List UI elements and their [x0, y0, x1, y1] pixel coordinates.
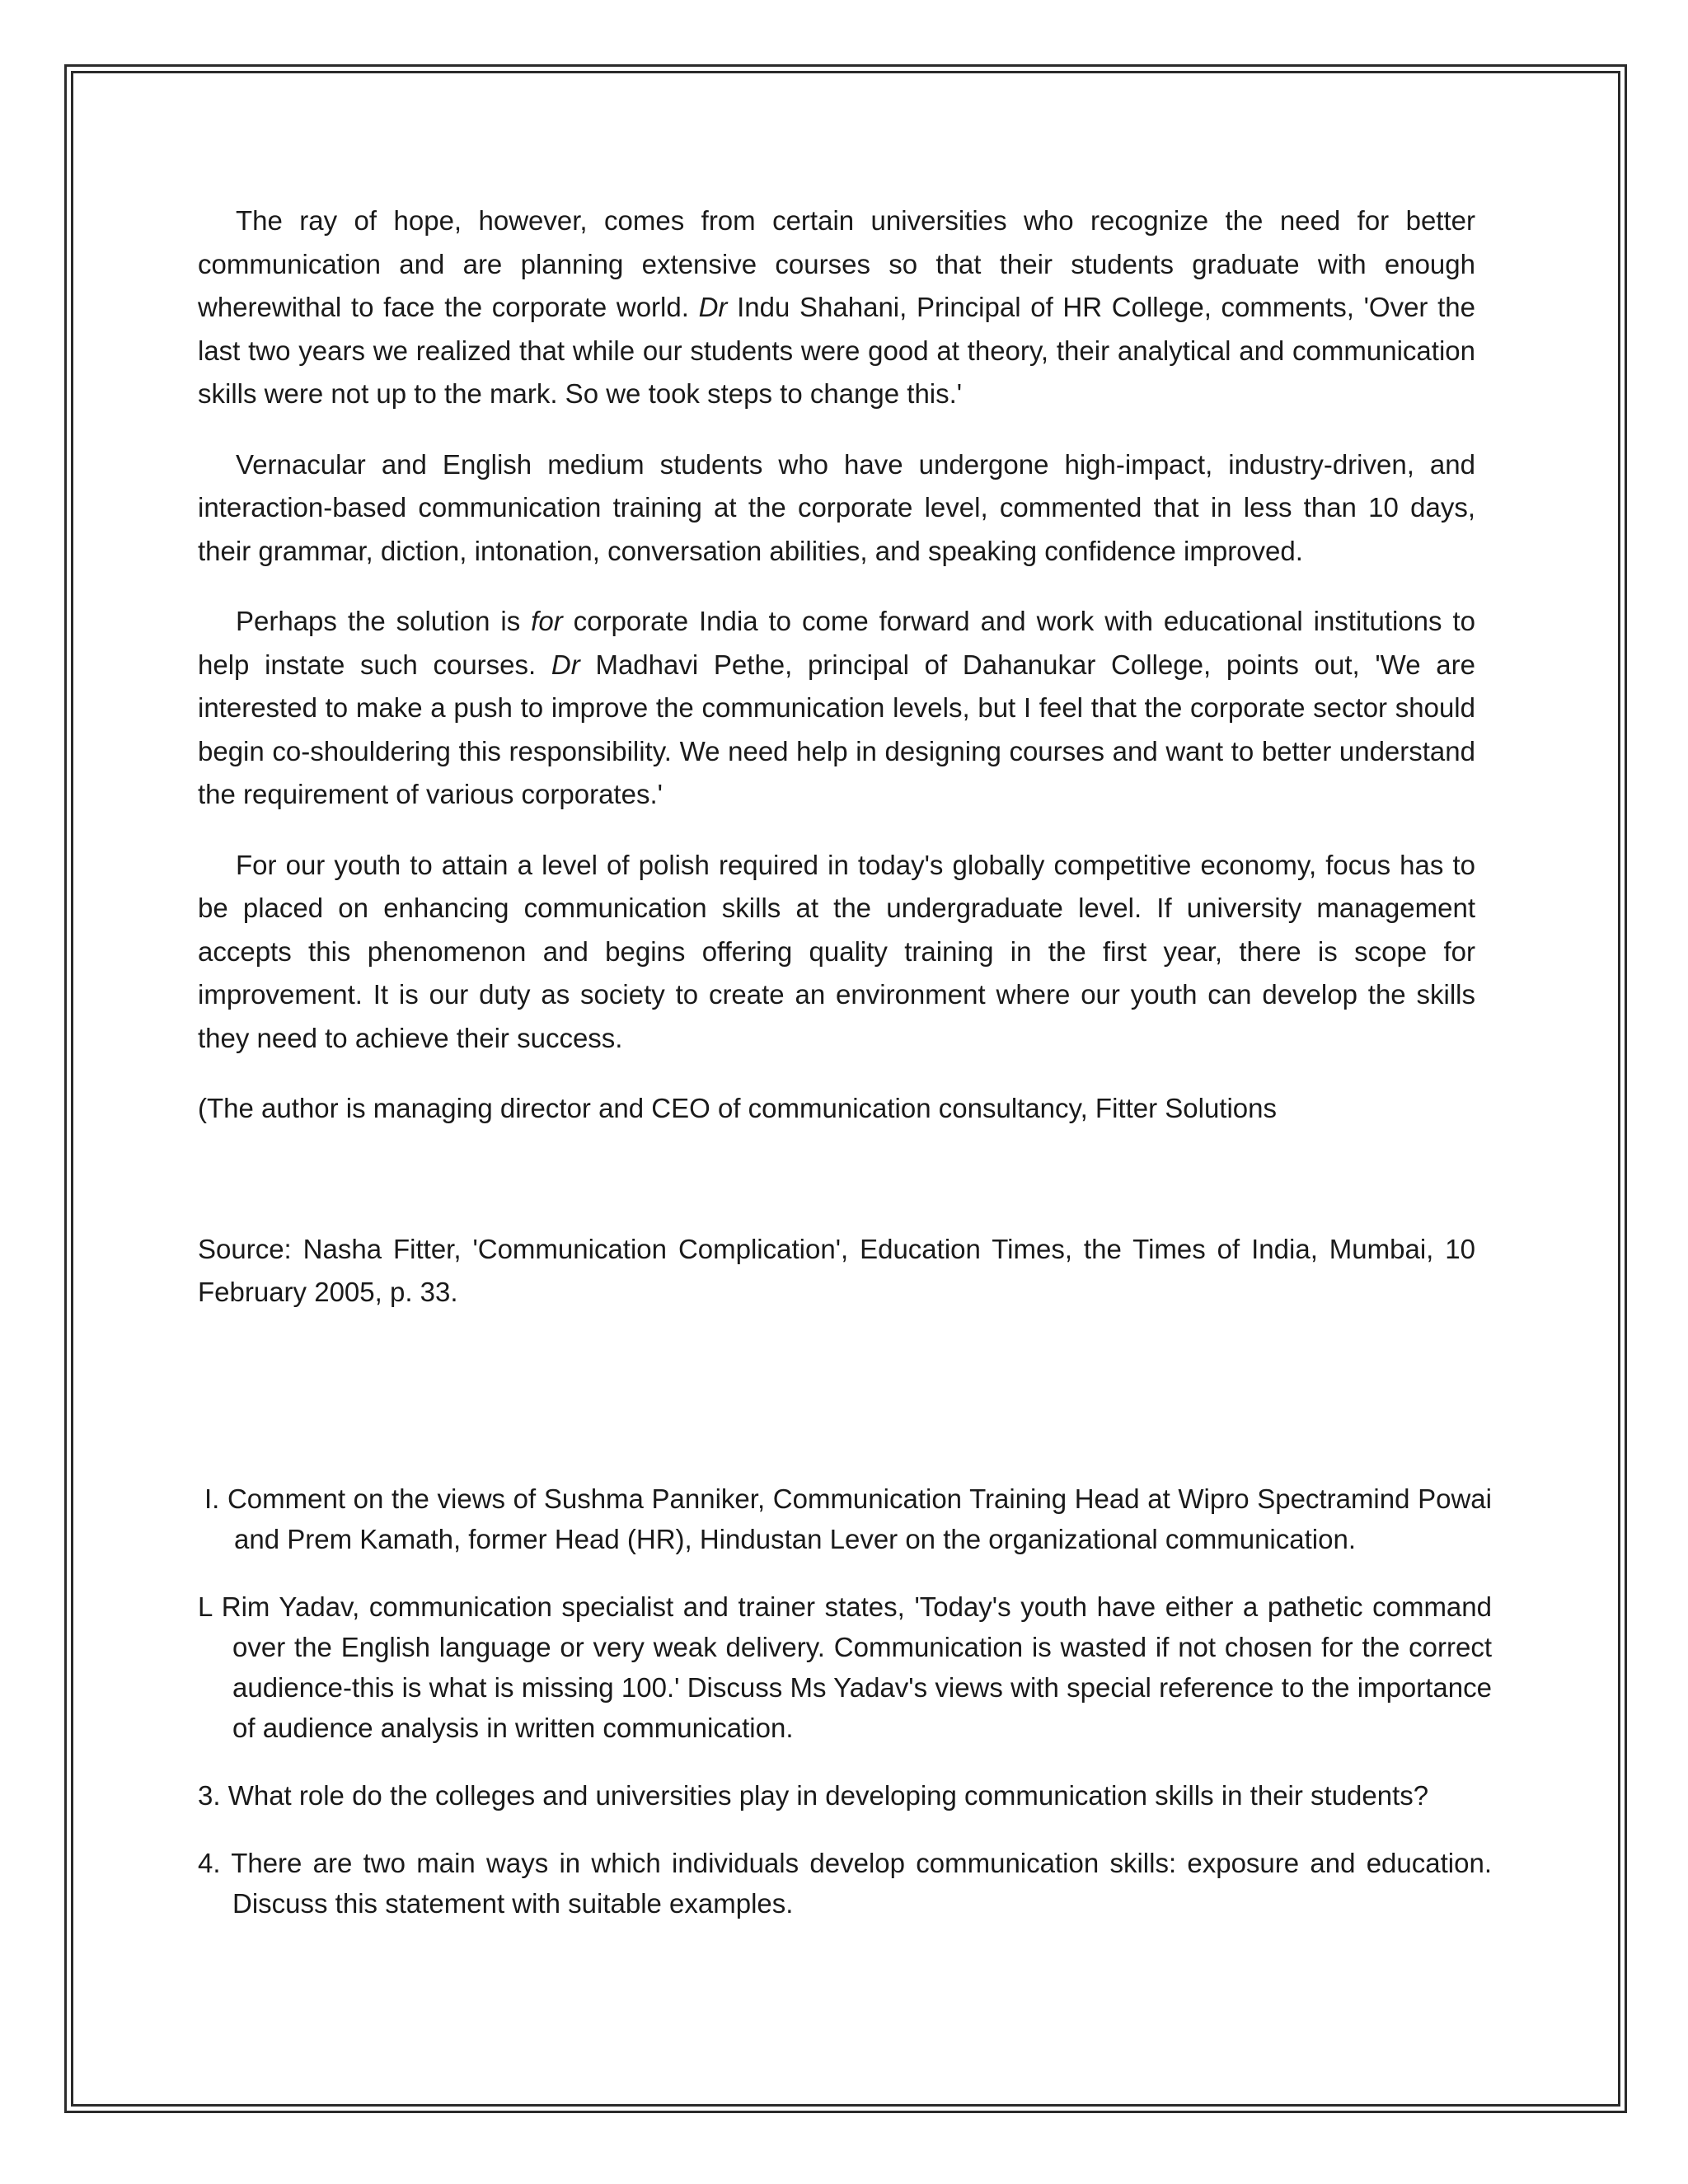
question-3: 3. What role do the colleges and universities play in developing communication skills in their students? [198, 1780, 1429, 1811]
spacer [198, 1131, 1475, 1228]
paragraph-3 [198, 600, 1475, 817]
paragraph-3-italic-for: for [531, 606, 563, 636]
paragraph-2 [198, 443, 1475, 574]
author-note: (The author is managing director and CEO of communication consultancy, Fitter Solutions [198, 1093, 1278, 1123]
article-body [198, 199, 1475, 1315]
paragraph-1 [198, 199, 1475, 416]
paragraph-3-text-c: Madhavi Pethe, principal of Dahanukar College, points out, 'We are interested to make a push to improve the communication levels, but I feel that the corporate sector should begin co-shouldering this responsibility. We need help in designing courses and want to better understand the requirement of various corporates.' [198, 649, 1475, 809]
question-2: L Rim Yadav, communication specialist and trainer states, 'Today's youth have either a pathetic command over the English language or very weak delivery. Communication is wasted if not chosen for the correct audience-this is what is missing 100.' Discuss Ms Yadav's views with special reference to the importance of audience analysis in written communication. [198, 1591, 1492, 1743]
question-1: I. Comment on the views of Sushma Panniker, Communication Training Head at Wipro Spectramind Powai and Prem Kamath, former Head (HR), Hindustan Lever on the organizational communication. [204, 1483, 1492, 1554]
paragraph-4-text: For our youth to attain a level of polish required in today's globally competitive economy, focus has to be placed on enhancing communication skills at the undergraduate level. If university management accepts this phenomenon and begins offering quality training in the first year, there is scope for improvement. It is our duty as society to create an environment where our youth can develop the skills they need to achieve their success. [198, 849, 1475, 1053]
paragraph-1-italic-dr: Dr [698, 292, 728, 322]
paragraph-1-text-a: The ray of hope, however, comes from certain universities who recognize the need for better communication and are planning extensive courses so that their students graduate with enough wherewithal to face the corporate world. [198, 205, 1475, 322]
question-list [198, 1479, 1492, 1951]
source-citation: Source: Nasha Fitter, 'Communication Complication', Education Times, the Times of India, Mumbai, 10 February 2005, p. 33. [198, 1233, 1475, 1307]
paragraph-3-italic-dr: Dr [551, 649, 580, 680]
paragraph-2-text: Vernacular and English medium students who have undergone high-impact, industry-driven, and interaction-based communication training at the corporate level, commented that in less than 10 days, their grammar, diction, intonation, conversation abilities, and speaking confidence improved. [198, 448, 1475, 566]
paragraph-1-text-b: Indu Shahani, Principal of HR College, comments, 'Over the last two years we realized that while our students were good at theory, their analytical and communication skills were not up to the mark. So we took steps to change this.' [198, 292, 1475, 409]
paragraph-4 [198, 844, 1475, 1061]
paragraph-3-text-a: Perhaps the solution is [236, 606, 532, 636]
question-4: 4. There are two main ways in which individuals develop communication skills: exposure and education. Discuss this statement with suitable examples. [198, 1848, 1492, 1919]
paragraph-3-text-b: corporate India to come forward and work with educational institutions to help instate such courses. [198, 606, 1476, 680]
